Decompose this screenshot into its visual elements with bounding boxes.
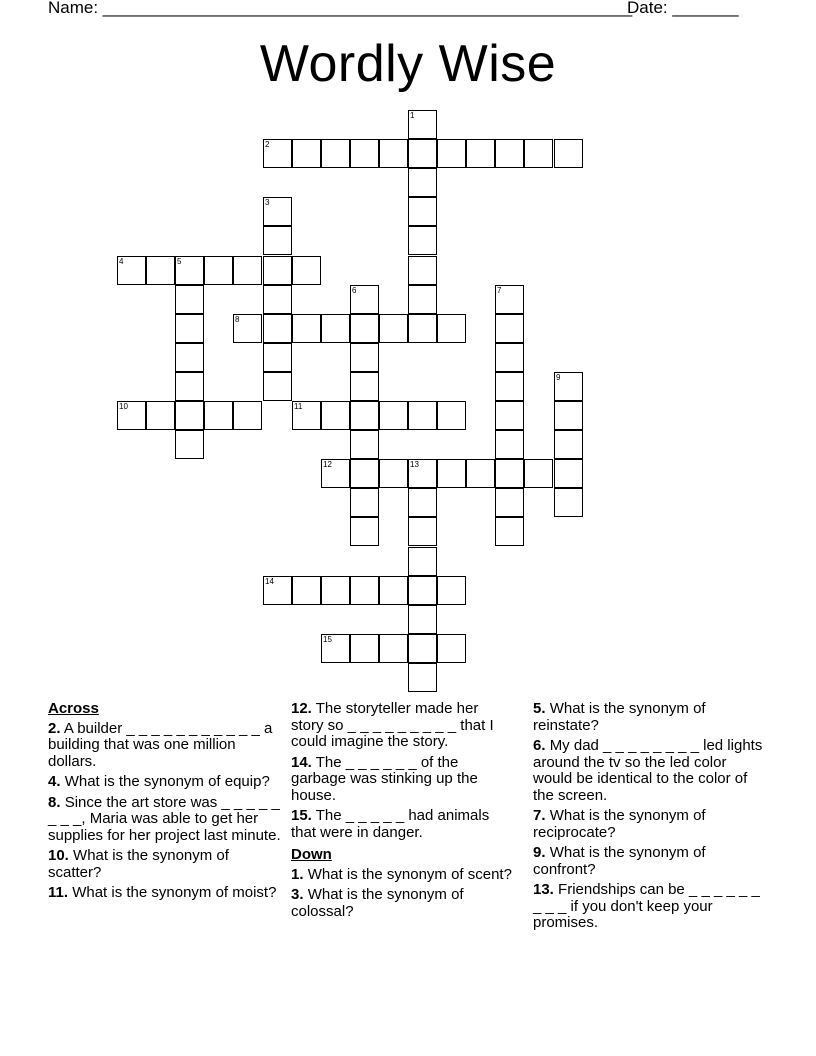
grid-cell[interactable] [408,139,437,168]
grid-cell[interactable] [437,401,466,430]
grid-cell[interactable] [263,256,292,285]
grid-cell[interactable] [408,401,437,430]
grid-cell[interactable] [233,256,262,285]
grid-cell[interactable] [495,488,524,517]
grid-cell[interactable] [175,343,204,372]
grid-cell[interactable] [263,343,292,372]
clues-column-1 [48,701,284,906]
grid-cell[interactable] [495,372,524,401]
grid-cell[interactable] [408,256,437,285]
grid-cell[interactable] [408,605,437,634]
grid-cell[interactable] [495,285,524,314]
grid-cell[interactable] [554,488,583,517]
grid-cell[interactable] [350,634,379,663]
clue-across-8: 8. Since the art store was _ _ _ _ _ _ _ _, Maria was able to get her supplies for her project last minute. [48,793,281,844]
grid-cell[interactable] [408,663,437,692]
clue-number: 11 [294,402,303,411]
grid-cell[interactable] [408,488,437,517]
clue-number: 1 [410,111,415,120]
grid-cell[interactable] [554,459,583,488]
grid-cell[interactable] [379,459,408,488]
clue-down-1: 1. What is the synonym of scent? [291,865,512,883]
grid-cell[interactable] [524,459,553,488]
grid-cell[interactable] [175,314,204,343]
grid-cell[interactable] [321,139,350,168]
grid-cell[interactable] [175,430,204,459]
grid-cell[interactable] [175,372,204,401]
grid-cell[interactable] [204,401,233,430]
clue-number: 2 [265,140,270,149]
grid-cell[interactable] [408,110,437,139]
clue-number: 15 [323,635,332,644]
grid-cell[interactable] [350,285,379,314]
grid-cell[interactable] [263,372,292,401]
clue-down-13: 13. Friendships can be _ _ _ _ _ _ _ _ _ if you don't keep your promises. [533,881,760,931]
clue-number: 3 [265,198,270,207]
grid-cell[interactable] [321,576,350,605]
down-heading: Down [291,846,332,863]
grid-cell[interactable] [408,314,437,343]
clue-down-6: 6. My dad _ _ _ _ _ _ _ _ led lights around the tv so the led color would be identical to the color of the screen. [533,737,763,804]
clues-column-3 [533,701,765,936]
grid-cell[interactable] [408,226,437,255]
grid-cell[interactable] [466,139,495,168]
grid-cell[interactable] [263,576,292,605]
grid-cell[interactable] [554,430,583,459]
clue-down-3: 3. What is the synonym of colossal? [291,886,464,920]
clue-down-7: 7. What is the synonym of reciprocate? [533,807,706,841]
grid-cell[interactable] [495,430,524,459]
grid-cell[interactable] [263,285,292,314]
grid-cell[interactable] [466,459,495,488]
grid-cell[interactable] [263,226,292,255]
clue-down-9: 9. What is the synonym of confront? [533,844,706,878]
grid-cell[interactable] [263,197,292,226]
grid-cell[interactable] [175,285,204,314]
grid-cell[interactable] [350,430,379,459]
grid-cell[interactable] [321,459,350,488]
grid-cell[interactable] [233,401,262,430]
grid-cell[interactable] [408,285,437,314]
grid-cell[interactable] [292,401,321,430]
date-field: Date: _______ [627,0,739,17]
clue-across-4: 4. What is the synonym of equip? [48,773,270,790]
name-field: Name: ________________________________________________________ [48,0,633,17]
clue-number: 9 [556,373,561,382]
grid-cell[interactable] [437,139,466,168]
grid-cell[interactable] [408,576,437,605]
grid-cell[interactable] [146,256,175,285]
grid-cell[interactable] [175,401,204,430]
clue-down-5: 5. What is the synonym of reinstate? [533,700,706,734]
clue-across-11: 11. What is the synonym of moist? [48,884,277,901]
grid-cell[interactable] [350,401,379,430]
grid-cell[interactable] [554,372,583,401]
grid-cell[interactable] [292,256,321,285]
grid-cell[interactable] [175,256,204,285]
grid-cell[interactable] [321,401,350,430]
grid-cell[interactable] [117,256,146,285]
grid-cell[interactable] [292,576,321,605]
clue-across-2: 2. A builder _ _ _ _ _ _ _ _ _ _ _ a building that was one million dollars. [48,719,273,770]
across-heading: Across [48,700,99,717]
grid-cell[interactable] [350,488,379,517]
grid-cell[interactable] [117,401,146,430]
grid-cell[interactable] [495,314,524,343]
grid-cell[interactable] [379,576,408,605]
grid-cell[interactable] [263,314,292,343]
grid-cell[interactable] [408,197,437,226]
grid-cell[interactable] [437,576,466,605]
grid-cell[interactable] [524,139,553,168]
grid-cell[interactable] [408,517,437,546]
clue-number: 8 [235,315,240,324]
clue-number: 14 [265,577,274,586]
grid-cell[interactable] [350,314,379,343]
grid-cell[interactable] [495,517,524,546]
clue-number: 12 [323,460,332,469]
grid-cell[interactable] [495,459,524,488]
grid-cell[interactable] [379,401,408,430]
clue-across-12: 12. The storyteller made her story so _ _ _ _ _ _ _ _ _ that I could imagine the story. [291,700,494,750]
clue-number: 7 [497,286,502,295]
grid-cell[interactable] [554,139,583,168]
grid-cell[interactable] [350,459,379,488]
clue-across-10: 10. What is the synonym of scatter? [48,847,229,881]
clue-across-14: 14. The _ _ _ _ _ _ of the garbage was stinking up the house. [291,753,478,804]
grid-cell[interactable] [408,634,437,663]
grid-cell[interactable] [321,314,350,343]
grid-cell[interactable] [379,634,408,663]
grid-cell[interactable] [379,314,408,343]
grid-cell[interactable] [408,547,437,576]
grid-cell[interactable] [379,139,408,168]
grid-cell[interactable] [350,517,379,546]
clue-number: 13 [410,460,419,469]
grid-cell[interactable] [350,139,379,168]
clues-column-2 [291,701,513,924]
grid-cell[interactable] [292,314,321,343]
clue-number: 4 [119,257,124,266]
grid-cell[interactable] [321,634,350,663]
page-title: Wordly Wise [259,35,557,93]
grid-cell[interactable] [350,372,379,401]
clue-number: 6 [352,286,357,295]
grid-cell[interactable] [437,634,466,663]
grid-cell[interactable] [495,343,524,372]
grid-cell[interactable] [554,401,583,430]
grid-cell[interactable] [233,314,262,343]
grid-cell[interactable] [263,139,292,168]
grid-cell[interactable] [292,139,321,168]
clue-number: 5 [177,257,182,266]
grid-cell[interactable] [350,576,379,605]
grid-cell[interactable] [437,459,466,488]
grid-cell[interactable] [350,343,379,372]
grid-cell[interactable] [437,314,466,343]
grid-cell[interactable] [495,139,524,168]
grid-cell[interactable] [204,256,233,285]
clue-number: 10 [119,402,128,411]
grid-cell[interactable] [408,459,437,488]
grid-cell[interactable] [408,168,437,197]
grid-cell[interactable] [495,401,524,430]
grid-cell[interactable] [146,401,175,430]
clue-across-15: 15. The _ _ _ _ _ had animals that were in danger. [291,807,490,841]
